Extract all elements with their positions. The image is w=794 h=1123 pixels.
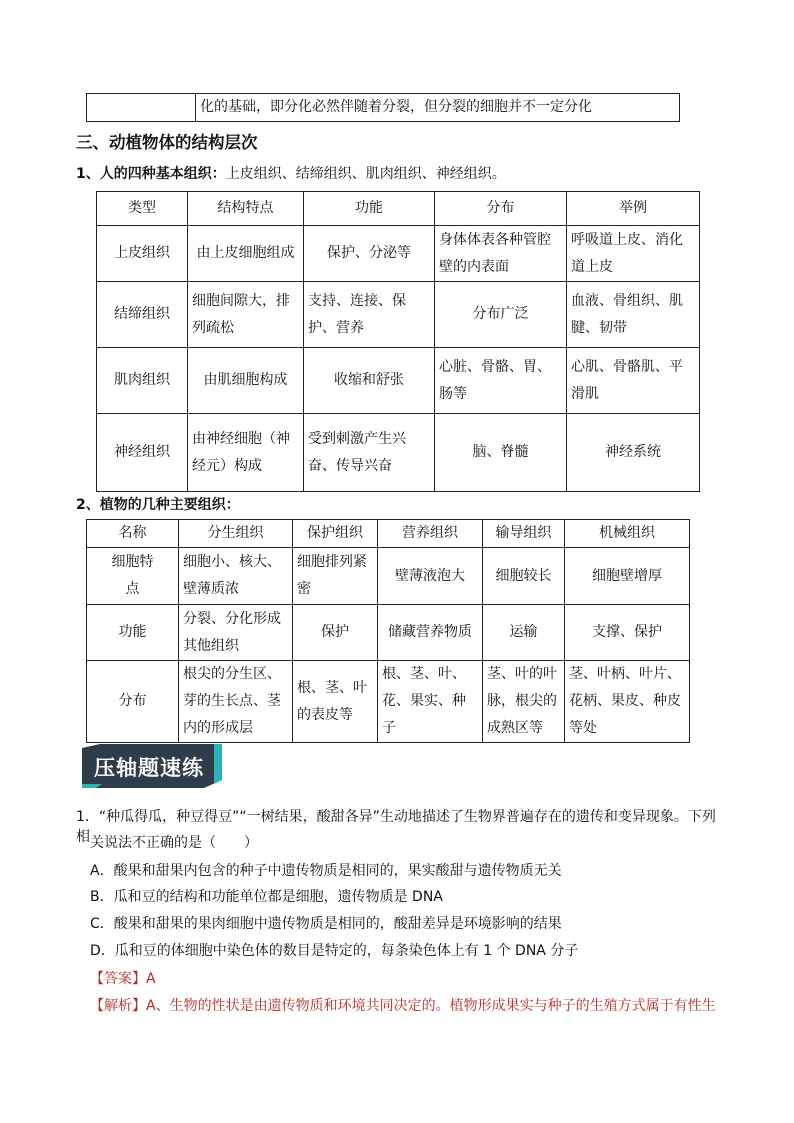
cell: 身体体表各种管腔壁的内表面	[435, 226, 567, 282]
cell: 保护、分泌等	[304, 226, 435, 282]
table-row	[87, 605, 690, 661]
cell: 呼吸道上皮、消化道上皮	[567, 226, 700, 282]
header-structure: 结构特点	[188, 192, 304, 226]
header-type: 类型	[97, 192, 188, 226]
header-protective: 保护组织	[293, 520, 378, 548]
cell: 心脏、骨骼、胃、肠等	[435, 348, 567, 414]
cell: 由肌细胞构成	[188, 348, 304, 414]
header-nutritive: 营养组织	[378, 520, 483, 548]
banner-text: 压轴题速练	[94, 756, 204, 780]
header-mechanical: 机械组织	[565, 520, 690, 548]
cell: 收缩和舒张	[304, 348, 435, 414]
plant-heading: 2、植物的几种主要组织：	[76, 497, 240, 513]
header-example: 举例	[567, 192, 700, 226]
question-stem-text: “种瓜得瓜，种豆得豆”“一树结果，酸甜各异”生动地描述了生物界普遍存在的遗传和变异现象。下列相	[76, 809, 716, 845]
analysis-text: A、生物的性状是由遗传物质和环境共同决定的。植物形成果实与种子的生殖方式属于有性生	[146, 998, 716, 1014]
cell: 神经组织	[97, 414, 188, 492]
cell: 保护	[293, 605, 378, 661]
table-row	[97, 226, 700, 282]
cell: 支撑、保护	[565, 605, 690, 661]
cell: 细胞特点	[87, 548, 179, 605]
cell: 上皮组织	[97, 226, 188, 282]
question-stem-line2: 关说法不正确的是（ ）	[90, 835, 258, 851]
cell: 分裂、分化形成其他组织	[179, 605, 293, 661]
cell: 分布广泛	[435, 282, 567, 348]
answer-line	[90, 968, 156, 988]
cell: 根尖的分生区、芽的生长点、茎内的形成层	[179, 661, 293, 743]
top-continuation-table	[86, 93, 680, 122]
empty-cell	[87, 94, 196, 122]
cell: 血液、骨组织、肌腱、韧带	[567, 282, 700, 348]
cell: 分布	[87, 661, 179, 743]
cell: 细胞较长	[483, 548, 565, 605]
option-d: D．瓜和豆的体细胞中染色体的数目是特定的，每条染色体上有 1 个 DNA 分子	[90, 943, 579, 959]
table-row	[97, 282, 700, 348]
cell: 心肌、骨骼肌、平滑肌	[567, 348, 700, 414]
cell: 由神经细胞（神经元）构成	[188, 414, 304, 492]
animal-heading-bold: 1、人的四种基本组织：	[76, 166, 226, 182]
continuation-text: 化的基础，即分化必然伴随着分裂，但分裂的细胞并不一定分化	[196, 94, 680, 122]
table-row	[87, 548, 690, 605]
cell: 功能	[87, 605, 179, 661]
answer-value: A	[146, 971, 156, 987]
cell: 壁薄液泡大	[378, 548, 483, 605]
section-title: 三、动植物体的结构层次	[76, 133, 258, 152]
cell: 细胞间隙大，排列疏松	[188, 282, 304, 348]
header-name: 名称	[87, 520, 179, 548]
answer-label: 【答案】	[90, 971, 146, 987]
analysis-label: 【解析】	[90, 998, 146, 1014]
header-meristem: 分生组织	[179, 520, 293, 548]
table-row	[87, 661, 690, 743]
section-banner	[82, 744, 222, 788]
animal-tissue-table	[96, 191, 700, 492]
cell: 细胞排列紧密	[293, 548, 378, 605]
analysis-line	[90, 995, 730, 1015]
cell: 由上皮细胞组成	[188, 226, 304, 282]
cell: 茎、叶的叶脉，根尖的成熟区等	[483, 661, 565, 743]
cell: 茎、叶柄、叶片、花柄、果皮、种皮等处	[565, 661, 690, 743]
cell: 根、茎、叶、花、果实、种子	[378, 661, 483, 743]
header-conductive: 输导组织	[483, 520, 565, 548]
cell: 根、茎、叶的表皮等	[293, 661, 378, 743]
cell: 脑、脊髓	[435, 414, 567, 492]
table-row	[97, 414, 700, 492]
cell: 细胞小、核大、壁薄质浓	[179, 548, 293, 605]
table-row	[97, 348, 700, 414]
option-a: A．酸果和甜果内包含的种子中遗传物质是相同的，果实酸甜与遗传物质无关	[90, 863, 562, 879]
cell: 储藏营养物质	[378, 605, 483, 661]
cell: 支持、连接、保护、营养	[304, 282, 435, 348]
header-function: 功能	[304, 192, 435, 226]
cell: 结缔组织	[97, 282, 188, 348]
question-number: 1．	[76, 809, 99, 825]
cell: 肌肉组织	[97, 348, 188, 414]
cell: 运输	[483, 605, 565, 661]
animal-heading	[76, 163, 506, 183]
option-c: C．酸果和甜果的果肉细胞中遗传物质是相同的，酸甜差异是环境影响的结果	[90, 916, 562, 932]
option-b: B．瓜和豆的结构和功能单位都是细胞，遗传物质是 DNA	[90, 889, 443, 905]
cell: 细胞壁增厚	[565, 548, 690, 605]
cell: 受到刺激产生兴奋、传导兴奋	[304, 414, 435, 492]
plant-tissue-table	[86, 519, 690, 743]
animal-heading-rest: 上皮组织、结缔组织、肌肉组织、神经组织。	[225, 166, 506, 182]
cell: 神经系统	[567, 414, 700, 492]
header-distribution: 分布	[435, 192, 567, 226]
